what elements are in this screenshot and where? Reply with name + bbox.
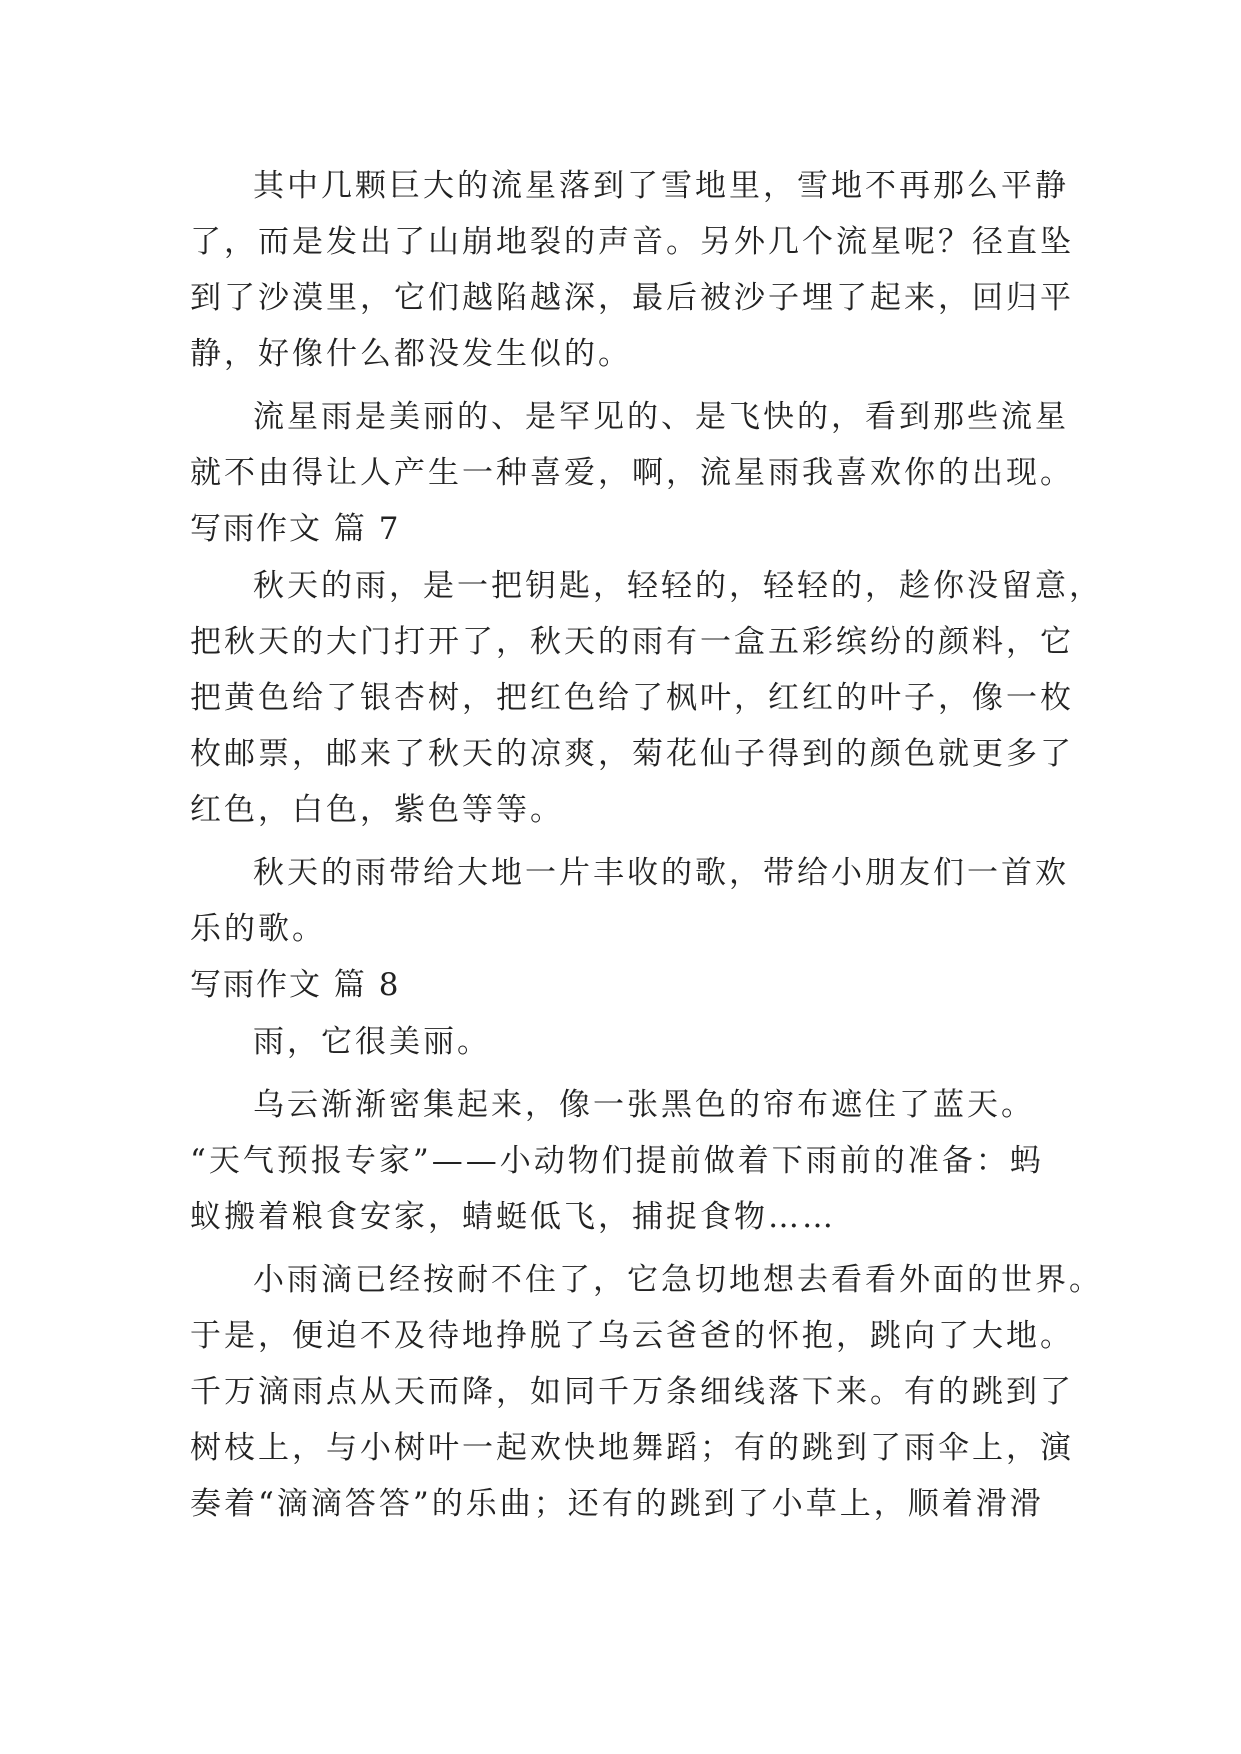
paragraph-line: “天气预报专家”——小动物们提前做着下雨前的准备：蚂 xyxy=(190,1143,1044,1179)
paragraph-line: 就不由得让人产生一种喜爱，啊，流星雨我喜欢你的出现。 xyxy=(190,455,1074,491)
section-heading: 写雨作文 篇 8 xyxy=(190,967,401,1003)
paragraph-line: 乐的歌。 xyxy=(190,911,326,947)
paragraph-line: 雨，它很美丽。 xyxy=(253,1024,491,1060)
paragraph-line: 枚邮票，邮来了秋天的凉爽，菊花仙子得到的颜色就更多了 xyxy=(190,736,1074,772)
paragraph-line: 秋天的雨，是一把钥匙，轻轻的，轻轻的，趁你没留意， xyxy=(253,568,1103,604)
paragraph-line: 小雨滴已经按耐不住了，它急切地想去看看外面的世界。 xyxy=(253,1262,1103,1298)
paragraph-line: 红色，白色，紫色等等。 xyxy=(190,792,564,828)
paragraph-line: 千万滴雨点从天而降，如同千万条细线落下来。有的跳到了 xyxy=(190,1374,1074,1410)
paragraph-line: 秋天的雨带给大地一片丰收的歌，带给小朋友们一首欢 xyxy=(253,855,1069,891)
section-heading: 写雨作文 篇 7 xyxy=(190,511,401,547)
paragraph-line: 流星雨是美丽的、是罕见的、是飞快的，看到那些流星 xyxy=(253,399,1069,435)
paragraph-line: 到了沙漠里，它们越陷越深，最后被沙子埋了起来，回归平 xyxy=(190,280,1074,316)
paragraph-line: 把秋天的大门打开了，秋天的雨有一盒五彩缤纷的颜料，它 xyxy=(190,624,1074,660)
paragraph-line: 蚁搬着粮食安家，蜻蜓低飞，捕捉食物…… xyxy=(190,1199,836,1235)
paragraph-line: 乌云渐渐密集起来，像一张黑色的帘布遮住了蓝天。 xyxy=(253,1087,1035,1123)
paragraph-line: 静，好像什么都没发生似的。 xyxy=(190,336,632,372)
paragraph-line: 于是，便迫不及待地挣脱了乌云爸爸的怀抱，跳向了大地。 xyxy=(190,1318,1074,1354)
paragraph-line: 把黄色给了银杏树，把红色给了枫叶，红红的叶子，像一枚 xyxy=(190,680,1074,716)
paragraph-line: 树枝上，与小树叶一起欢快地舞蹈；有的跳到了雨伞上，演 xyxy=(190,1430,1074,1466)
paragraph-line: 奏着“滴滴答答”的乐曲；还有的跳到了小草上，顺着滑滑 xyxy=(190,1486,1044,1522)
paragraph-line: 其中几颗巨大的流星落到了雪地里，雪地不再那么平静 xyxy=(253,168,1069,204)
paragraph-line: 了，而是发出了山崩地裂的声音。另外几个流星呢？径直坠 xyxy=(190,224,1074,260)
